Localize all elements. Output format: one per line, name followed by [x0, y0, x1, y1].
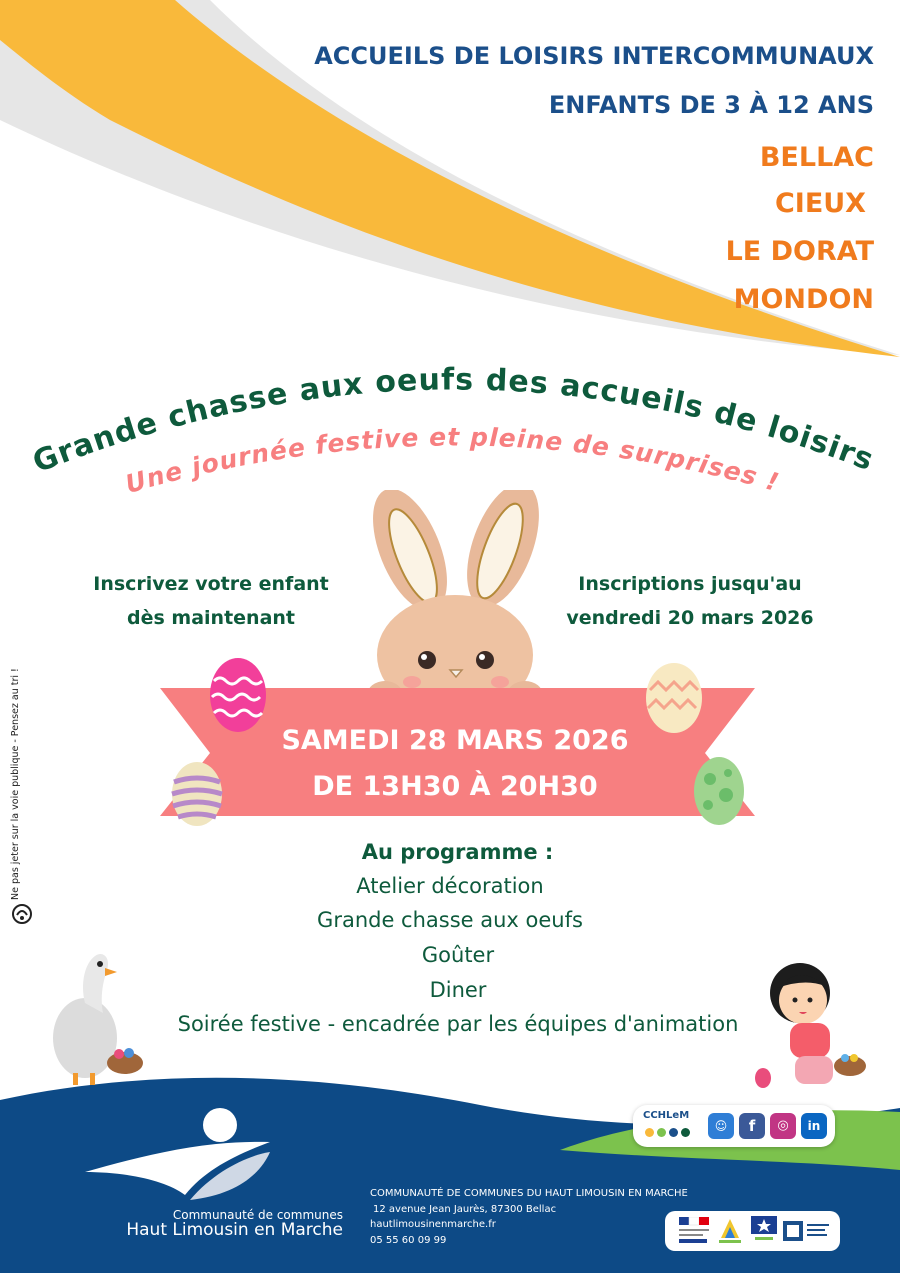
egg-cream-icon [644, 660, 704, 735]
facebook-icon[interactable]: f [739, 1113, 765, 1139]
program-item: Goûter [421, 943, 495, 967]
egg-striped-icon [170, 760, 224, 828]
event-subtitle: Une journée festive et pleine de surprises ! [122, 422, 783, 499]
register-now-line1: Inscrivez votre enfant [93, 573, 329, 595]
girl-illustration [755, 958, 875, 1098]
svg-text:Une journée festive et pleine [122, 422, 783, 499]
caf-logo-icon [751, 1216, 777, 1246]
org-website[interactable]: hautlimousinenmarche.fr [370, 1219, 496, 1230]
program-item: Atelier décoration [356, 874, 544, 898]
egg-pink-icon [208, 655, 268, 733]
org-name: COMMUNAUTÉ DE COMMUNES DU HAUT LIMOUSIN EN MARCHE [370, 1188, 688, 1199]
recycling-note: Ne pas jeter sur la voie publique - Pensez au tri ! [10, 668, 21, 900]
msa-logo-icon [783, 1219, 833, 1243]
linkedin-icon[interactable]: in [801, 1113, 827, 1139]
egg-green-icon [692, 755, 746, 827]
registration-deadline-line1: Inscriptions jusqu'au [578, 573, 802, 595]
social-links-box [633, 1105, 835, 1147]
event-time: DE 13H30 À 20H30 [312, 771, 598, 802]
header-age-range: ENFANTS DE 3 À 12 ANS [548, 91, 874, 119]
program-heading: Au programme : [361, 840, 554, 864]
town-mondon: MONDON [733, 284, 874, 315]
town-cieux: CIEUX [774, 188, 866, 219]
org-address: 12 avenue Jean Jaurès, 87300 Bellac [373, 1203, 557, 1215]
notification-icon[interactable]: ☺ [708, 1113, 734, 1139]
header-title: ACCUEILS DE LOISIRS INTERCOMMUNAUX [314, 42, 874, 70]
social-label: CCHLeM [643, 1110, 690, 1121]
town-le-dorat: LE DORAT [725, 236, 874, 267]
recycle-icon [11, 903, 33, 925]
brand-dots [645, 1128, 695, 1138]
bunny-illustration [355, 490, 555, 705]
program-item: Soirée festive - encadrée par les équipes d'animation [177, 1012, 739, 1036]
instagram-icon[interactable]: ◎ [770, 1113, 796, 1139]
event-title: Grande chasse aux oeufs des accueils de loisirs [28, 362, 879, 481]
republique-logo-icon [679, 1217, 709, 1245]
register-now-line2: dès maintenant [127, 607, 295, 629]
org-phone: 05 55 60 09 99 [370, 1234, 447, 1246]
event-date: SAMEDI 28 MARS 2026 [281, 725, 629, 756]
program-item: Diner [429, 978, 487, 1002]
town-bellac: BELLAC [759, 142, 874, 173]
goose-illustration [45, 948, 150, 1090]
registration-deadline-line2: vendredi 20 mars 2026 [566, 607, 814, 629]
community-logo [85, 1100, 285, 1210]
logo-line2: Haut Limousin en Marche [126, 1220, 343, 1240]
region-logo-icon [717, 1216, 743, 1246]
partner-logos-box [665, 1211, 840, 1251]
program-item: Grande chasse aux oeufs [317, 908, 583, 932]
logo-line1: Communauté de communes [172, 1208, 343, 1222]
